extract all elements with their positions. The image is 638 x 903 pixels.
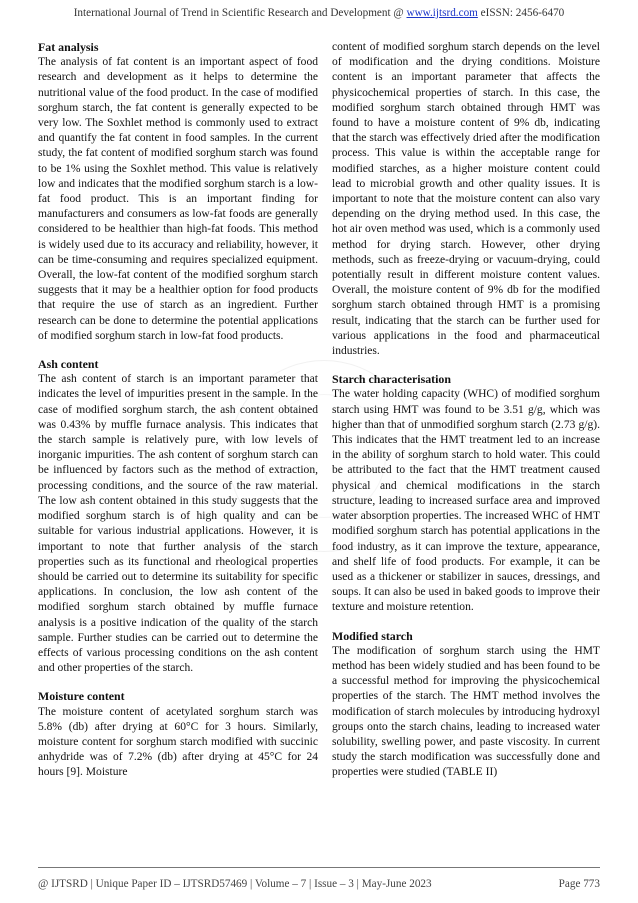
journal-url-link[interactable]: www.ijtsrd.com — [406, 7, 478, 19]
fat-analysis-paragraph: The analysis of fat content is an important aspect of food research and development as it helps to determine the nutritional value of the food product. In the case of modified sorghum starch, the fat content is generally expected to be very low. The Soxhlet method is commonly used to extract and quantify the fat content in food samples. In the current study, the fat content of modified sorghum starch was found to be 1% using the Soxhlet method. This value is relatively low and indicates that the modified sorghum starch is a low-fat food product. This is an important finding for manufacturers and consumers as low-fat foods are generally considered to be healthier than high-fat foods. This method is widely used due to its accuracy and reliability, however, it can be time-consuming and requires specialized equipment. Overall, the low-fat content of the modified sorghum starch suggests that it may be a healthier option for food products that require the use of starch as an ingredient. Further research can be done to determine the potential applications of modified sorghum starch in low-fat food products. — [38, 56, 318, 342]
starch-characterisation-paragraph: The water holding capacity (WHC) of modified sorghum starch using HMT was found to be 3.51 g/g, which was higher than that of unmodified sorghum starch (2.73 g/g). This indicates that the HMT treatment led to an increase in the ability of sorghum starch to hold water. This could be attributed to the fact that the HMT treatment caused physical and chemical modifications in the starch structure, leading to increased surface area and improved water absorption properties. The increased WHC of HMT modified sorghum starch has potential applications in the food industry, as it can improve the texture, appearance, and shelf life of food products. For example, it can be used as a thickener or stabilizer in sauces, dressings, and soups. It can also be used in baked goods to improve their texture and moisture retention. — [332, 388, 600, 614]
footer-info: @ IJTSRD | Unique Paper ID – IJTSRD57469 | Volume – 7 | Issue – 3 | May-June 2023 — [38, 878, 432, 890]
fat-analysis-heading: Fat analysis — [38, 40, 99, 54]
header-prefix: International Journal of Trend in Scientific Research and Development @ — [73, 7, 407, 19]
moisture-content-paragraph: The moisture content of acetylated sorghum starch was 5.8% (db) after drying at 60°C for 3 hours. Similarly, moisture content for sorghum starch modified with succinic anhydride was of 7.2% (db) after drying at 45°C for 24 hours [9]. Moisture — [38, 705, 318, 779]
page-number: Page 773 — [558, 878, 600, 890]
right-column — [332, 40, 600, 781]
left-column — [38, 40, 318, 781]
header-suffix: eISSN: 2456-6470 — [477, 7, 565, 19]
journal-header — [0, 7, 638, 19]
ash-content-paragraph: The ash content of starch is an important parameter that indicates the level of impurities present in the sample. In the case of modified sorghum starch, the ash content obtained was 0.43% by muffle furnace analysis. This indicates that the starch sample is relatively pure, with low levels of inorganic impurities. The ash content of sorghum starch can be influenced by factors such as the method of extraction, processing conditions, and the source of the raw material. The low ash content obtained in this study suggests that the modified sorghum starch is of high quality and can be suitable for various industrial applications. However, it is important to note that further analysis of the starch properties such as its functional and rheological properties should be carried out to determine its suitability for specific applications. In conclusion, the low ash content of the modified sorghum starch obtained by muffle furnace analysis is a positive indication of the quality of the starch sample. Further studies can be carried out to determine the effects of various processing conditions on the ash content and other properties of the starch. — [38, 373, 318, 675]
moisture-content-heading: Moisture content — [38, 689, 125, 704]
ash-content-heading: Ash content — [38, 357, 99, 372]
starch-characterisation-heading: Starch characterisation — [332, 372, 451, 387]
modified-starch-heading: Modified starch — [332, 628, 413, 643]
modified-starch-paragraph: The modification of sorghum starch using the HMT method has been widely studied and has been found to be a successful method for improving the physicochemical properties of the starch. The HMT method involves the modification of starch molecules by introducing hydroxyl groups onto the starch chains, leading to increased water solubility, swelling power, and paste viscosity. In current study the starch modification was successfully done and properties were studied (TABLE II) — [332, 644, 600, 779]
moisture-content-continued-paragraph: content of modified sorghum starch depends on the level of modification and the drying conditions. Moisture content is an important parameter that affects the physicochemical properties of starch. In this case, the modified sorghum starch obtained through HMT was found to have a moisture content of 9% db, indicating that the starch was effectively dried after the modification process. This value is within the acceptable range for modified starches, as a higher moisture content could lead to microbial growth and other quality issues. It is important to note that the moisture content can also vary depending on the drying method used. In this case, the hot air oven method was used, which is a commonly used method for drying starch. However, other drying methods, such as freeze-drying or vacuum-drying, could potentially result in different moisture content values. Overall, the moisture content of 9% db for the modified sorghum starch obtained through HMT is a promising result, indicating that the starch can be further used for various applications in the food and pharmaceutical industries. — [332, 41, 600, 358]
page-footer — [38, 867, 600, 890]
